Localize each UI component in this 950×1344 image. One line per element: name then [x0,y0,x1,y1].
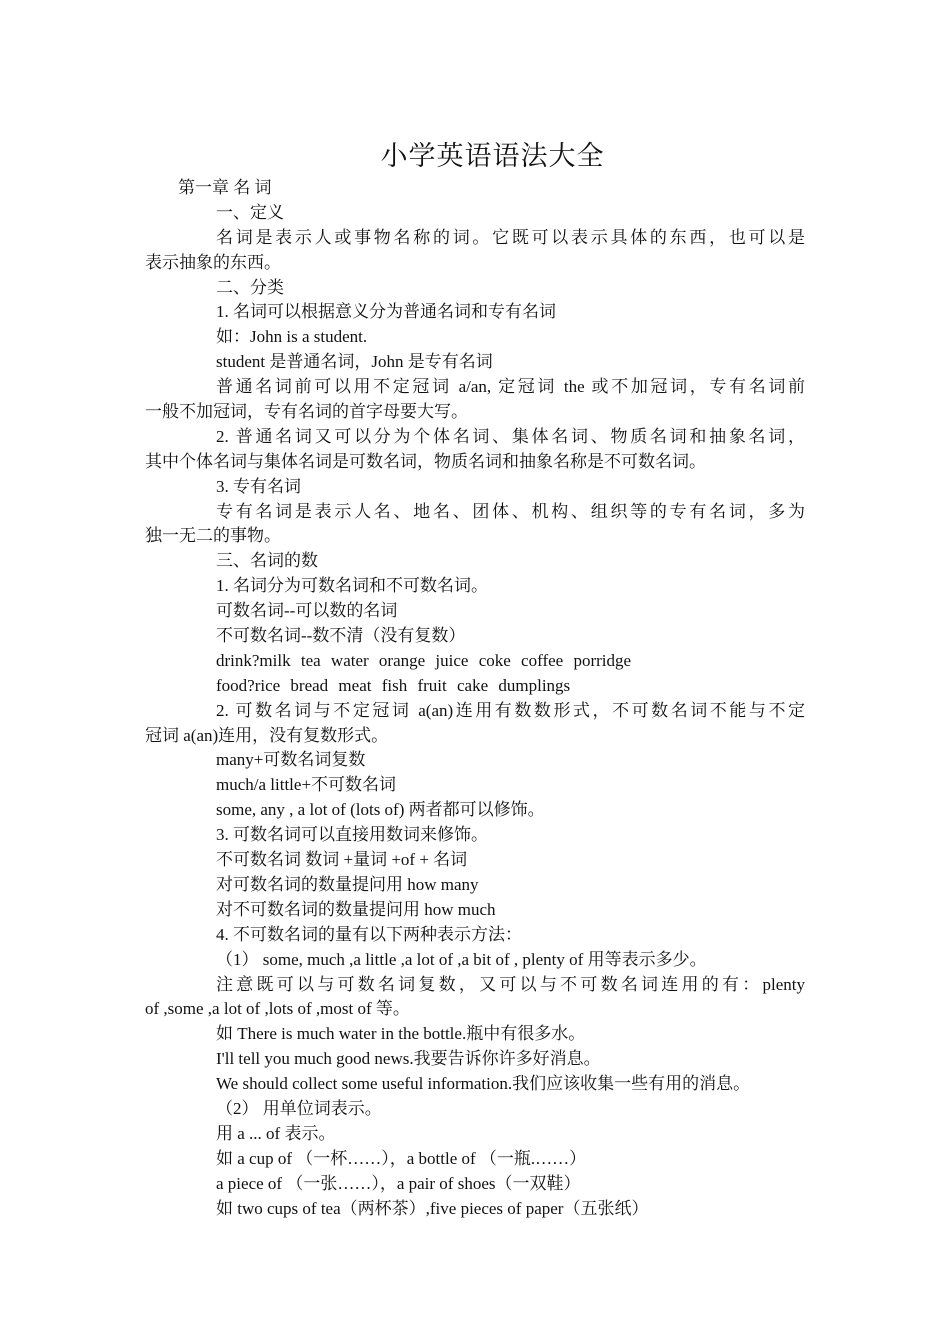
paragraph-line: 可数名词--可以数的名词 [216,601,398,621]
sub-list-item: （2） 用单位词表示。 [216,1098,382,1118]
example-line: 如：John is a student. [216,327,368,347]
paragraph-line: 对不可数名词的数量提问用 how much [216,899,496,919]
paragraph-line: 冠词 a(an)连用，没有复数形式。 [145,725,389,745]
paragraph-line: 名词是表示人或事物名称的词。它既可以表示具体的东西，也可以是 [216,227,805,247]
list-item: 2. 普通名词又可以分为个体名词、集体名词、物质名词和抽象名词， [216,426,805,446]
example-line: I'll tell you much good news.我要告诉你许多好消息。 [216,1049,601,1069]
list-item: 1. 名词可以根据意义分为普通名词和专有名词 [216,302,556,322]
paragraph-line: 独一无二的事物。 [145,526,281,546]
sub-list-item: （1） some, much ,a little ,a lot of ,a bit of , plenty of 用等表示多少。 [216,949,707,969]
example-line: We should collect some useful information.我们应该收集一些有用的消息。 [216,1074,751,1094]
paragraph-line: some, any , a lot of (lots of) 两者都可以修饰。 [216,800,545,820]
list-item: 3. 专有名词 [216,476,301,496]
paragraph-line: much/a little+不可数名词 [216,775,397,795]
paragraph-line: 其中个体名词与集体名词是可数名词，物质名词和抽象名称是不可数名词。 [145,451,706,471]
example-line: 如 There is much water in the bottle.瓶中有很多水。 [216,1024,586,1044]
paragraph-line: 注意既可以与可数名词复数，又可以与不可数名词连用的有：plenty [216,974,805,994]
paragraph-line: 对可数名词的数量提问用 how many [216,874,479,894]
list-item: 2. 可数名词与不定冠词 a(an)连用有数数形式，不可数名词不能与不定 [216,700,805,720]
paragraph-line: 一般不加冠词，专有名词的首字母要大写。 [145,402,468,422]
list-item: 3. 可数名词可以直接用数词来修饰。 [216,825,488,845]
paragraph-line: 表示抽象的东西。 [145,252,281,272]
list-item: 4. 不可数名词的量有以下两种表示方法： [216,924,522,944]
paragraph-line: 普通名词前可以用不定冠词 a/an, 定冠词 the 或不加冠词，专有名词前 [216,377,805,397]
example-line: food?rice bread meat fish fruit cake dumplings [216,675,571,695]
paragraph-line: 不可数名词--数不清（没有复数） [216,626,466,646]
example-line: 如 a cup of （一杯……），a bottle of （一瓶.……） [216,1148,587,1168]
paragraph-line: 用 a ... of 表示。 [216,1123,336,1143]
section-heading: 三、名词的数 [216,551,318,571]
section-heading: 一、定义 [216,202,284,222]
example-line: drink?milk tea water orange juice coke coffee porridge [216,650,632,670]
document-body [145,176,805,1221]
paragraph-line: many+可数名词复数 [216,750,366,770]
paragraph-line: student 是普通名词，John 是专有名词 [216,352,493,372]
paragraph-line: of ,some ,a lot of ,lots of ,most of 等。 [145,999,410,1019]
paragraph-line: 专有名词是表示人名、地名、团体、机构、组织等的专有名词，多为 [216,501,805,521]
example-line: a piece of （一张……），a pair of shoes（一双鞋） [216,1173,581,1193]
example-line: 如 two cups of tea（两杯茶）,five pieces of paper（五张纸） [216,1198,649,1218]
chapter-heading: 第一章 名 词 [178,178,272,197]
document-title: 小学英语语法大全 [380,141,605,171]
list-item: 1. 名词分为可数名词和不可数名词。 [216,576,488,596]
paragraph-line: 不可数名词 数词 +量词 +of + 名词 [216,850,468,870]
section-heading: 二、分类 [216,277,284,297]
